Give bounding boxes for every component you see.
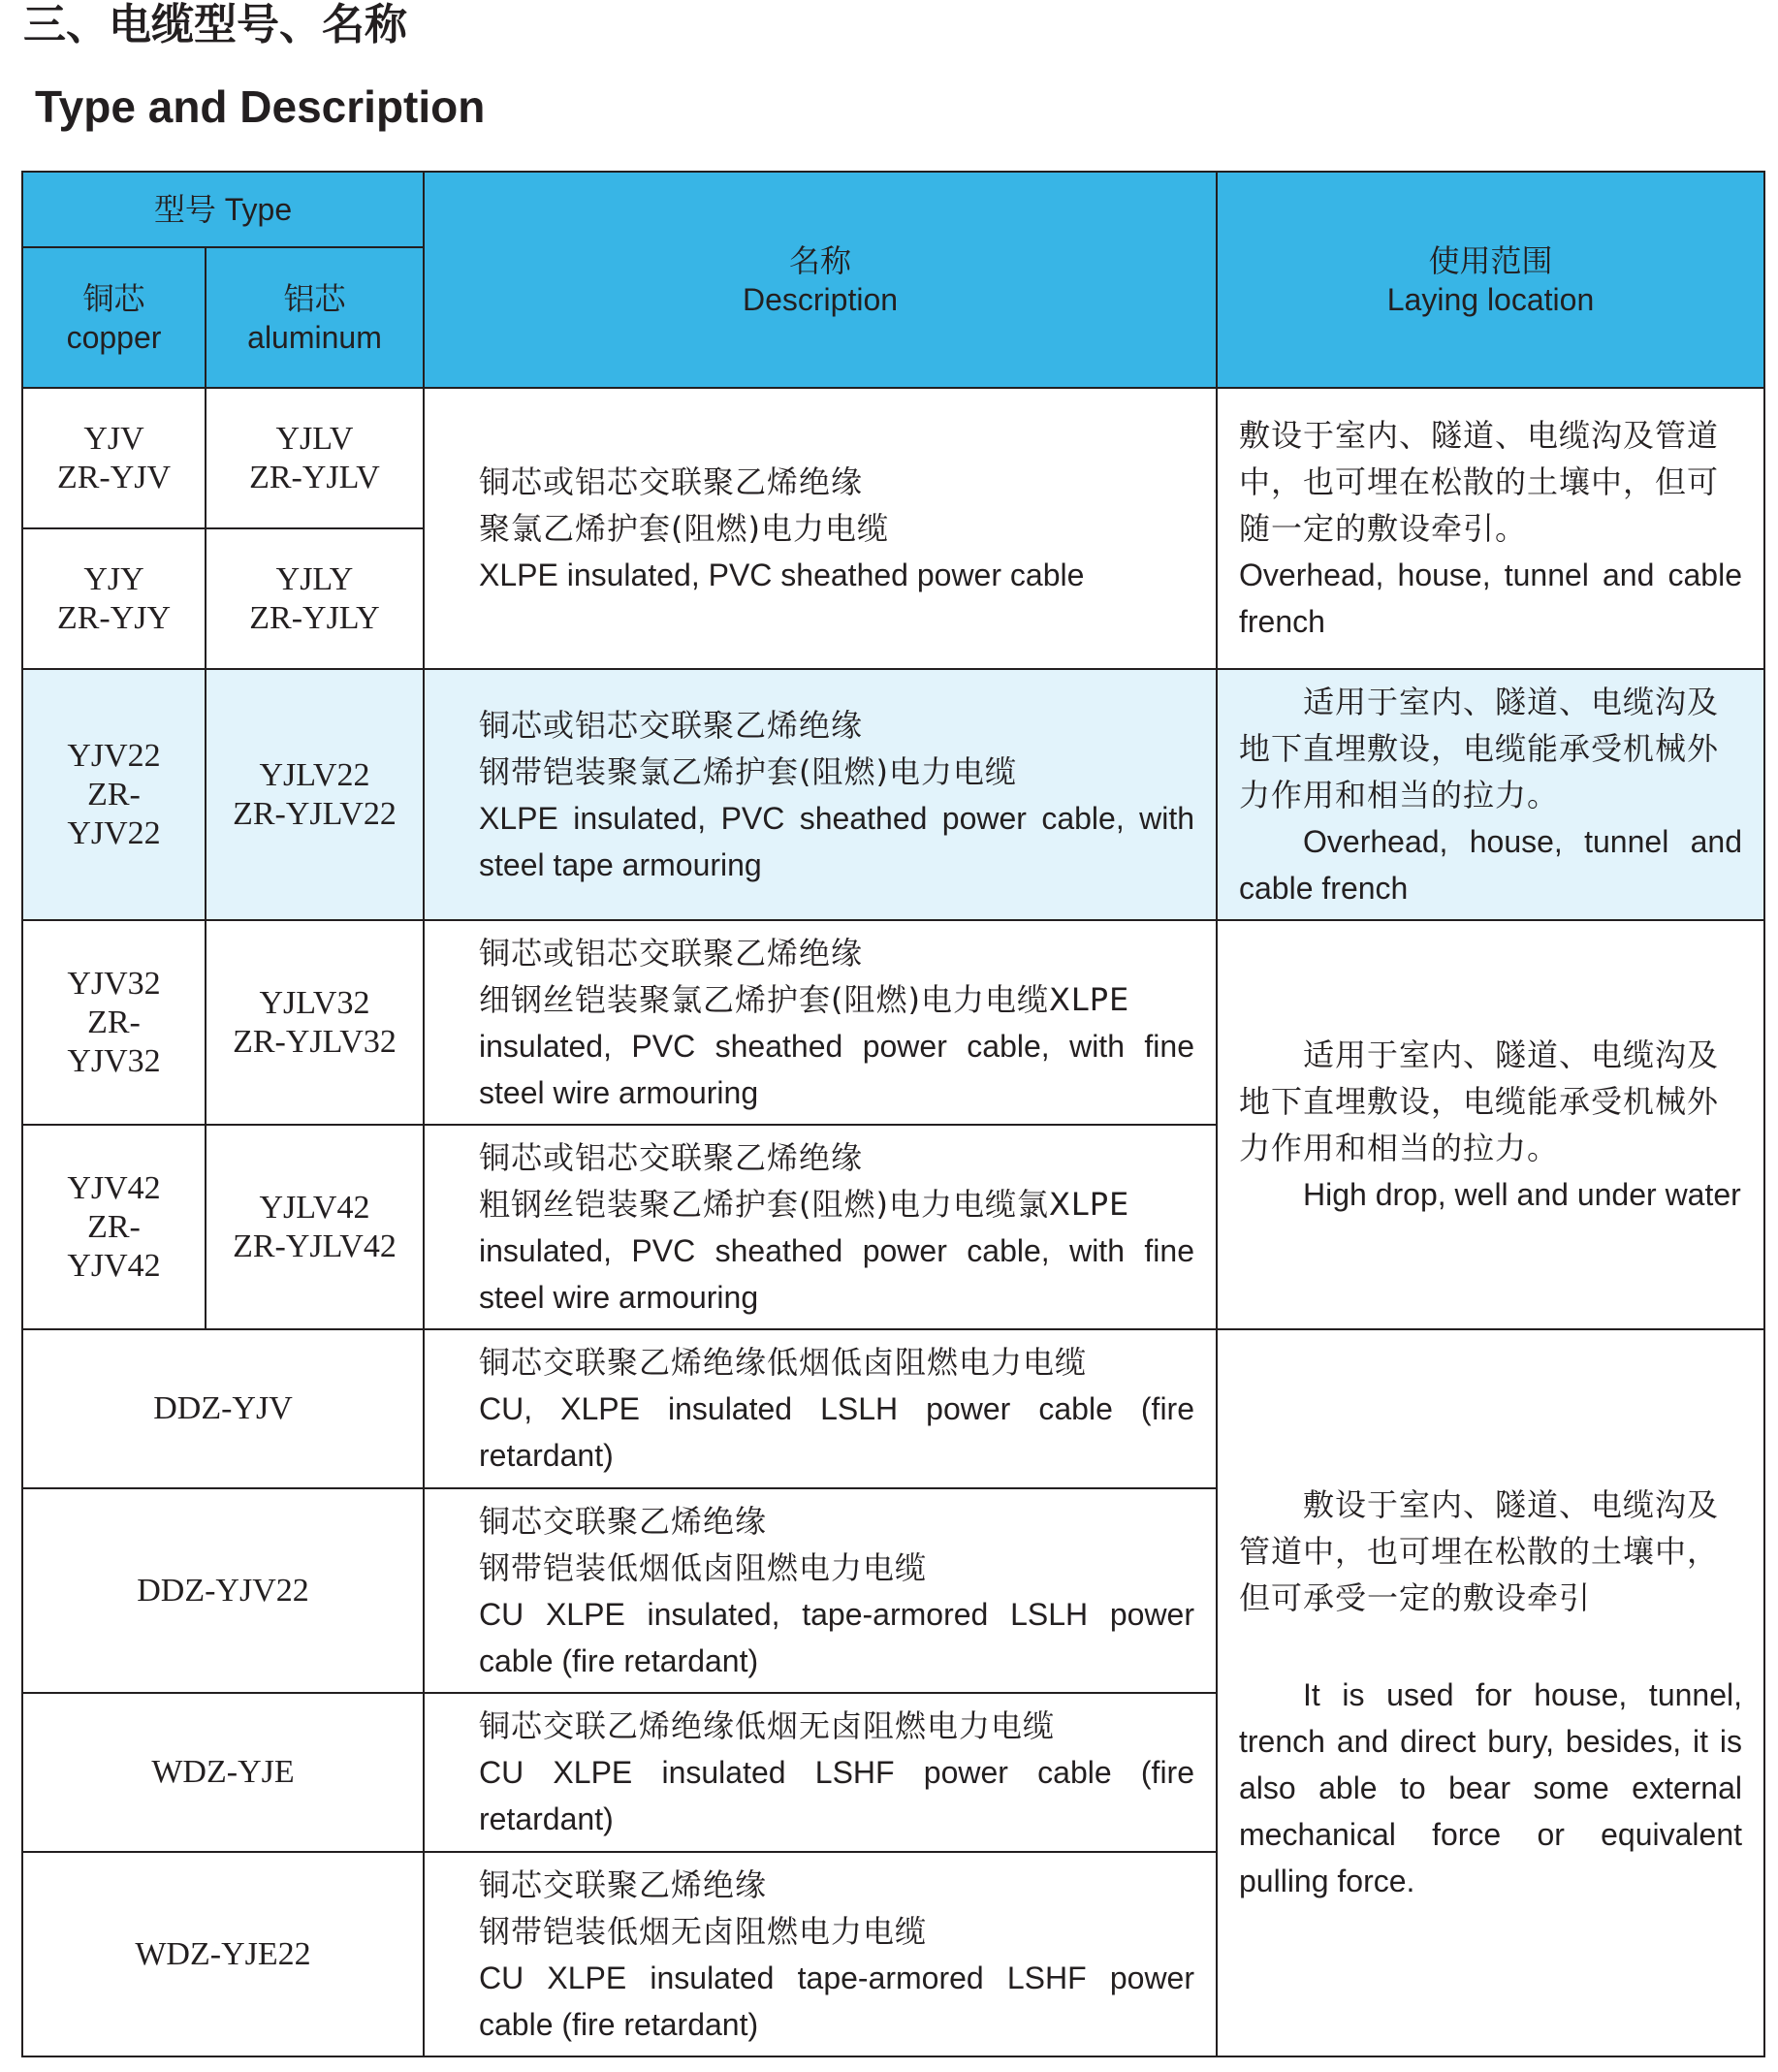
model-code: ZR-YJY xyxy=(56,599,172,636)
description-en: XLPE insulated, PVC sheathed power cable, with steel tape armouring xyxy=(479,800,1194,882)
location-en: It is used for house, tunnel, trench and direct bury, besides, it is also able to bear some external mechanical force or equivalent pulling force. xyxy=(1239,1677,1742,1898)
location-en: High drop, well and under water xyxy=(1303,1177,1741,1212)
description-cn-line: 钢带铠装低烟低卤阻燃电力电缆 xyxy=(479,1548,928,1586)
location-cn: 适用于室内、隧道、电缆沟及地下直埋敷设，电缆能承受机械外力作用和相当的拉力。 xyxy=(1239,1036,1720,1166)
copper-model-cell xyxy=(22,528,206,669)
description-cell xyxy=(424,1852,1217,2056)
description-cn-line: 铜芯或铝芯交联聚乙烯绝缘 xyxy=(479,706,864,744)
aluminum-model-cell xyxy=(206,669,424,920)
description-cn-line: 钢带铠装低烟无卤阻燃电力电缆 xyxy=(479,1912,928,1950)
header-location-en: Laying location xyxy=(1386,281,1595,317)
model-code: YJLV22 xyxy=(259,756,370,793)
description-cn-line: 聚氯乙烯护套(阻燃)电力电缆 xyxy=(479,510,889,547)
model-code: YJLY xyxy=(275,560,354,597)
model-cell: WDZ-YJE xyxy=(22,1693,424,1852)
location-cell xyxy=(1217,920,1764,1329)
model-code: ZR-YJLV42 xyxy=(233,1227,397,1264)
section-heading-cn: 三、电缆型号、名称 xyxy=(23,0,407,49)
description-cell xyxy=(424,388,1217,669)
description-en: insulated, PVC sheathed power cable, with fine steel wire armouring xyxy=(479,1232,1194,1315)
model-code: YJV32 xyxy=(67,965,161,1002)
header-aluminum-en: aluminum xyxy=(247,319,382,355)
copper-model-cell xyxy=(22,669,206,920)
model-code: YJLV xyxy=(275,420,354,457)
description-en: CU XLPE insulated tape-armored LSHF power cable (fire retardant) xyxy=(479,1960,1194,2042)
model-code: YJV22 xyxy=(67,737,161,774)
model-code: ZR- xyxy=(87,1004,141,1040)
description-cell xyxy=(424,1693,1217,1852)
description-cn-line: 铜芯交联乙烯绝缘低烟无卤阻燃电力电缆 xyxy=(479,1707,1056,1744)
cable-type-table xyxy=(21,171,1765,2057)
aluminum-model-cell xyxy=(206,528,424,669)
model-code: YJY xyxy=(83,560,144,597)
description-cell xyxy=(424,669,1217,920)
description-cn-line: 铜芯或铝芯交联聚乙烯绝缘 xyxy=(479,463,864,500)
description-cn-line: 铜芯或铝芯交联聚乙烯绝缘 xyxy=(479,934,864,972)
model-code: ZR-YJV xyxy=(56,459,172,495)
description-en: XLPE insulated, PVC sheathed power cable xyxy=(479,558,1085,592)
description-cn-line: 粗钢丝铠装聚乙烯护套(阻燃)电力电缆氯XLPE xyxy=(479,1185,1130,1223)
description-cn-line: 铜芯交联聚乙烯绝缘低烟低卤阻燃电力电缆 xyxy=(479,1344,1088,1381)
header-description xyxy=(424,172,1217,388)
model-code: YJV42 xyxy=(67,1247,161,1284)
description-cn-line: 铜芯或铝芯交联聚乙烯绝缘 xyxy=(479,1138,864,1176)
location-cn: 适用于室内、隧道、电缆沟及地下直埋敷设，电缆能承受机械外力作用和相当的拉力。 xyxy=(1239,683,1720,813)
section-heading-en: Type and Description xyxy=(35,81,486,132)
model-code: YJV42 xyxy=(67,1169,161,1206)
model-code: YJLV42 xyxy=(259,1189,370,1226)
description-cn-line: 铜芯交联聚乙烯绝缘 xyxy=(479,1502,768,1540)
location-cell xyxy=(1217,1329,1764,2056)
model-code: ZR- xyxy=(87,1208,141,1245)
description-en: insulated, PVC sheathed power cable, with fine steel wire armouring xyxy=(479,1028,1194,1110)
aluminum-model-cell xyxy=(206,1125,424,1329)
table-row xyxy=(22,1329,1764,1488)
copper-model-cell xyxy=(22,1125,206,1329)
header-copper-en: copper xyxy=(66,319,162,355)
copper-model-cell xyxy=(22,388,206,528)
description-cn-line: 钢带铠装聚氯乙烯护套(阻燃)电力电缆 xyxy=(479,752,1017,790)
location-cn: 敷设于室内、隧道、电缆沟及管道中，也可埋在松散的土壤中，但可随一定的敷设牵引。 xyxy=(1239,417,1720,547)
header-aluminum-cn: 铝芯 xyxy=(283,280,346,316)
description-cell xyxy=(424,1125,1217,1329)
model-cell: WDZ-YJE22 xyxy=(22,1852,424,2056)
model-code: YJV22 xyxy=(67,814,161,851)
description-cell xyxy=(424,920,1217,1125)
header-aluminum xyxy=(206,247,424,388)
location-cell xyxy=(1217,669,1764,920)
header-copper-cn: 铜芯 xyxy=(82,280,145,316)
location-cell xyxy=(1217,388,1764,669)
location-cn: 敷设于室内、隧道、电缆沟及管道中，也可埋在松散的土壤中，但可承受一定的敷设牵引 xyxy=(1239,1486,1720,1616)
aluminum-model-cell xyxy=(206,920,424,1125)
model-cell: DDZ-YJV22 xyxy=(22,1488,424,1693)
model-code: YJV xyxy=(83,420,144,457)
description-cell xyxy=(424,1488,1217,1693)
description-cn-line: 细钢丝铠装聚氯乙烯护套(阻燃)电力电缆XLPE xyxy=(479,980,1130,1018)
copper-model-cell xyxy=(22,920,206,1125)
description-cn-line: 铜芯交联聚乙烯绝缘 xyxy=(479,1865,768,1903)
header-location xyxy=(1217,172,1764,388)
model-code: ZR-YJLY xyxy=(249,599,380,636)
description-en: CU XLPE insulated LSHF power cable (fire retardant) xyxy=(479,1755,1194,1836)
header-description-en: Description xyxy=(742,281,899,317)
header-row-1 xyxy=(22,172,1764,247)
aluminum-model-cell xyxy=(206,388,424,528)
location-en: Overhead, house, tunnel and cable french xyxy=(1239,558,1742,639)
table-row xyxy=(22,669,1764,920)
description-en: CU, XLPE insulated LSLH power cable (fire retardant) xyxy=(479,1391,1194,1473)
table-row xyxy=(22,388,1764,528)
model-code: YJV32 xyxy=(67,1042,161,1079)
description-en: CU XLPE insulated, tape-armored LSLH power cable (fire retardant) xyxy=(479,1596,1194,1678)
model-code: ZR-YJLV22 xyxy=(233,795,397,832)
description-cell xyxy=(424,1329,1217,1488)
header-type-group: 型号 Type xyxy=(22,172,424,247)
header-location-cn: 使用范围 xyxy=(1428,242,1553,278)
model-code: ZR-YJLV32 xyxy=(233,1023,397,1060)
location-en: Overhead, house, tunnel and cable french xyxy=(1239,823,1742,906)
header-copper xyxy=(22,247,206,388)
model-code: YJLV32 xyxy=(259,984,370,1021)
model-cell: DDZ-YJV xyxy=(22,1329,424,1488)
model-code: ZR-YJLV xyxy=(249,459,380,495)
table-row xyxy=(22,920,1764,1125)
header-description-cn: 名称 xyxy=(788,242,851,278)
model-code: ZR- xyxy=(87,776,141,813)
